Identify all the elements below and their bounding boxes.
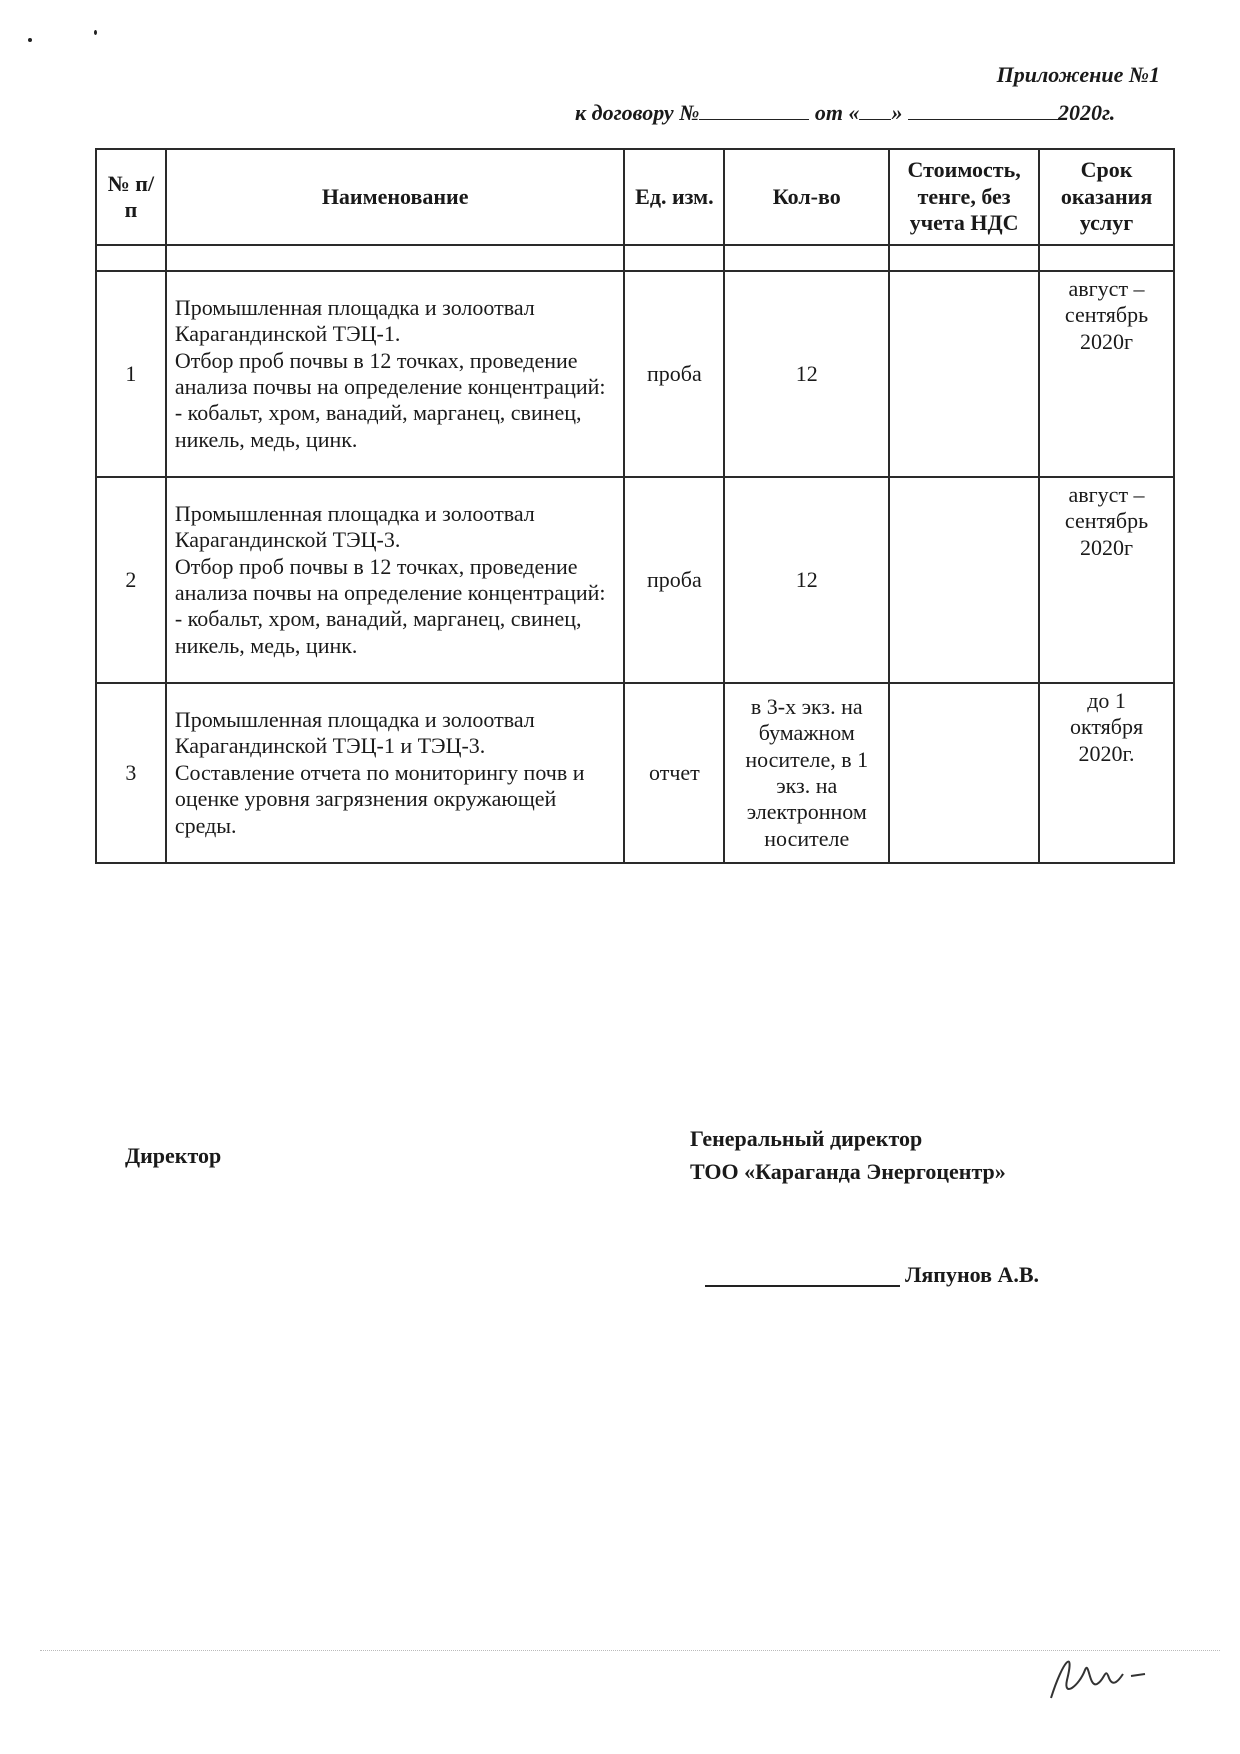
contract-quote-close: »	[891, 100, 903, 125]
services-table	[95, 148, 1175, 864]
col-header-name: Наименование	[166, 149, 625, 245]
col-header-unit: Ед. изм.	[624, 149, 724, 245]
contract-reference	[575, 100, 1115, 126]
row-quantity: 12	[724, 271, 889, 477]
col-header-term: Срок оказания услуг	[1039, 149, 1174, 245]
signature-left-title: Директор	[125, 1143, 222, 1168]
scan-speck	[94, 30, 97, 35]
contract-month-blank	[908, 101, 1058, 120]
row-unit: проба	[624, 477, 724, 683]
row-cost	[889, 683, 1039, 863]
table-row	[96, 477, 1174, 683]
col-header-quantity: Кол-во	[724, 149, 889, 245]
contract-prefix: к договору №	[575, 100, 700, 125]
row-number: 2	[96, 477, 166, 683]
contract-day-blank	[859, 101, 891, 120]
row-name-text: Промышленная площадка и золоотвал Карагандинской ТЭЦ-1. Отбор проб почвы в 12 точках, проведение анализа почвы на определение концентраций: - кобальт, хром, ванадий, марганец, свинец, никель, медь, цинк.	[174, 294, 606, 452]
scan-noise-line	[40, 1650, 1220, 1651]
row-name	[166, 477, 625, 683]
handwritten-initials	[1045, 1640, 1155, 1710]
table-header-row	[96, 149, 1174, 245]
signature-right-org: ТОО «Караганда Энергоцентр»	[690, 1159, 1006, 1184]
contract-from: от «	[814, 100, 860, 125]
table-spacer-row	[96, 245, 1174, 271]
signature-right-title: Генеральный директор	[690, 1126, 923, 1151]
table-row	[96, 271, 1174, 477]
col-header-number: № п/п	[96, 149, 166, 245]
appendix-title: Приложение №1	[996, 62, 1160, 87]
contract-number-blank	[699, 101, 809, 120]
row-cost	[889, 477, 1039, 683]
row-unit: проба	[624, 271, 724, 477]
row-term: август – сентябрь 2020г	[1039, 477, 1174, 683]
row-name	[166, 271, 625, 477]
row-term: до 1 октября 2020г.	[1039, 683, 1174, 863]
signature-line	[705, 1285, 900, 1287]
row-unit: отчет	[624, 683, 724, 863]
row-number: 3	[96, 683, 166, 863]
col-header-cost: Стоимость, тенге, без учета НДС	[889, 149, 1039, 245]
scan-speck	[28, 38, 32, 42]
row-name-text: Промышленная площадка и золоотвал Карагандинской ТЭЦ-3. Отбор проб почвы в 12 точках, проведение анализа почвы на определение концентраций: - кобальт, хром, ванадий, марганец, свинец, никель, медь, цинк.	[174, 500, 606, 658]
contract-year: 2020г.	[1057, 100, 1116, 125]
row-name-text: Промышленная площадка и золоотвал Карагандинской ТЭЦ-1 и ТЭЦ-3. Составление отчета по мониторингу почв и оценке уровня загрязнения окружающей среды.	[174, 707, 585, 838]
signature-right-name: Ляпунов А.В.	[905, 1262, 1040, 1287]
table-row	[96, 683, 1174, 863]
row-quantity: в 3-х экз. на бумажном носителе, в 1 экз. на электронном носителе	[724, 683, 889, 863]
row-term: август – сентябрь 2020г	[1039, 271, 1174, 477]
row-cost	[889, 271, 1039, 477]
signature-right-block	[690, 1122, 1006, 1188]
row-number: 1	[96, 271, 166, 477]
row-quantity: 12	[724, 477, 889, 683]
row-name	[166, 683, 625, 863]
